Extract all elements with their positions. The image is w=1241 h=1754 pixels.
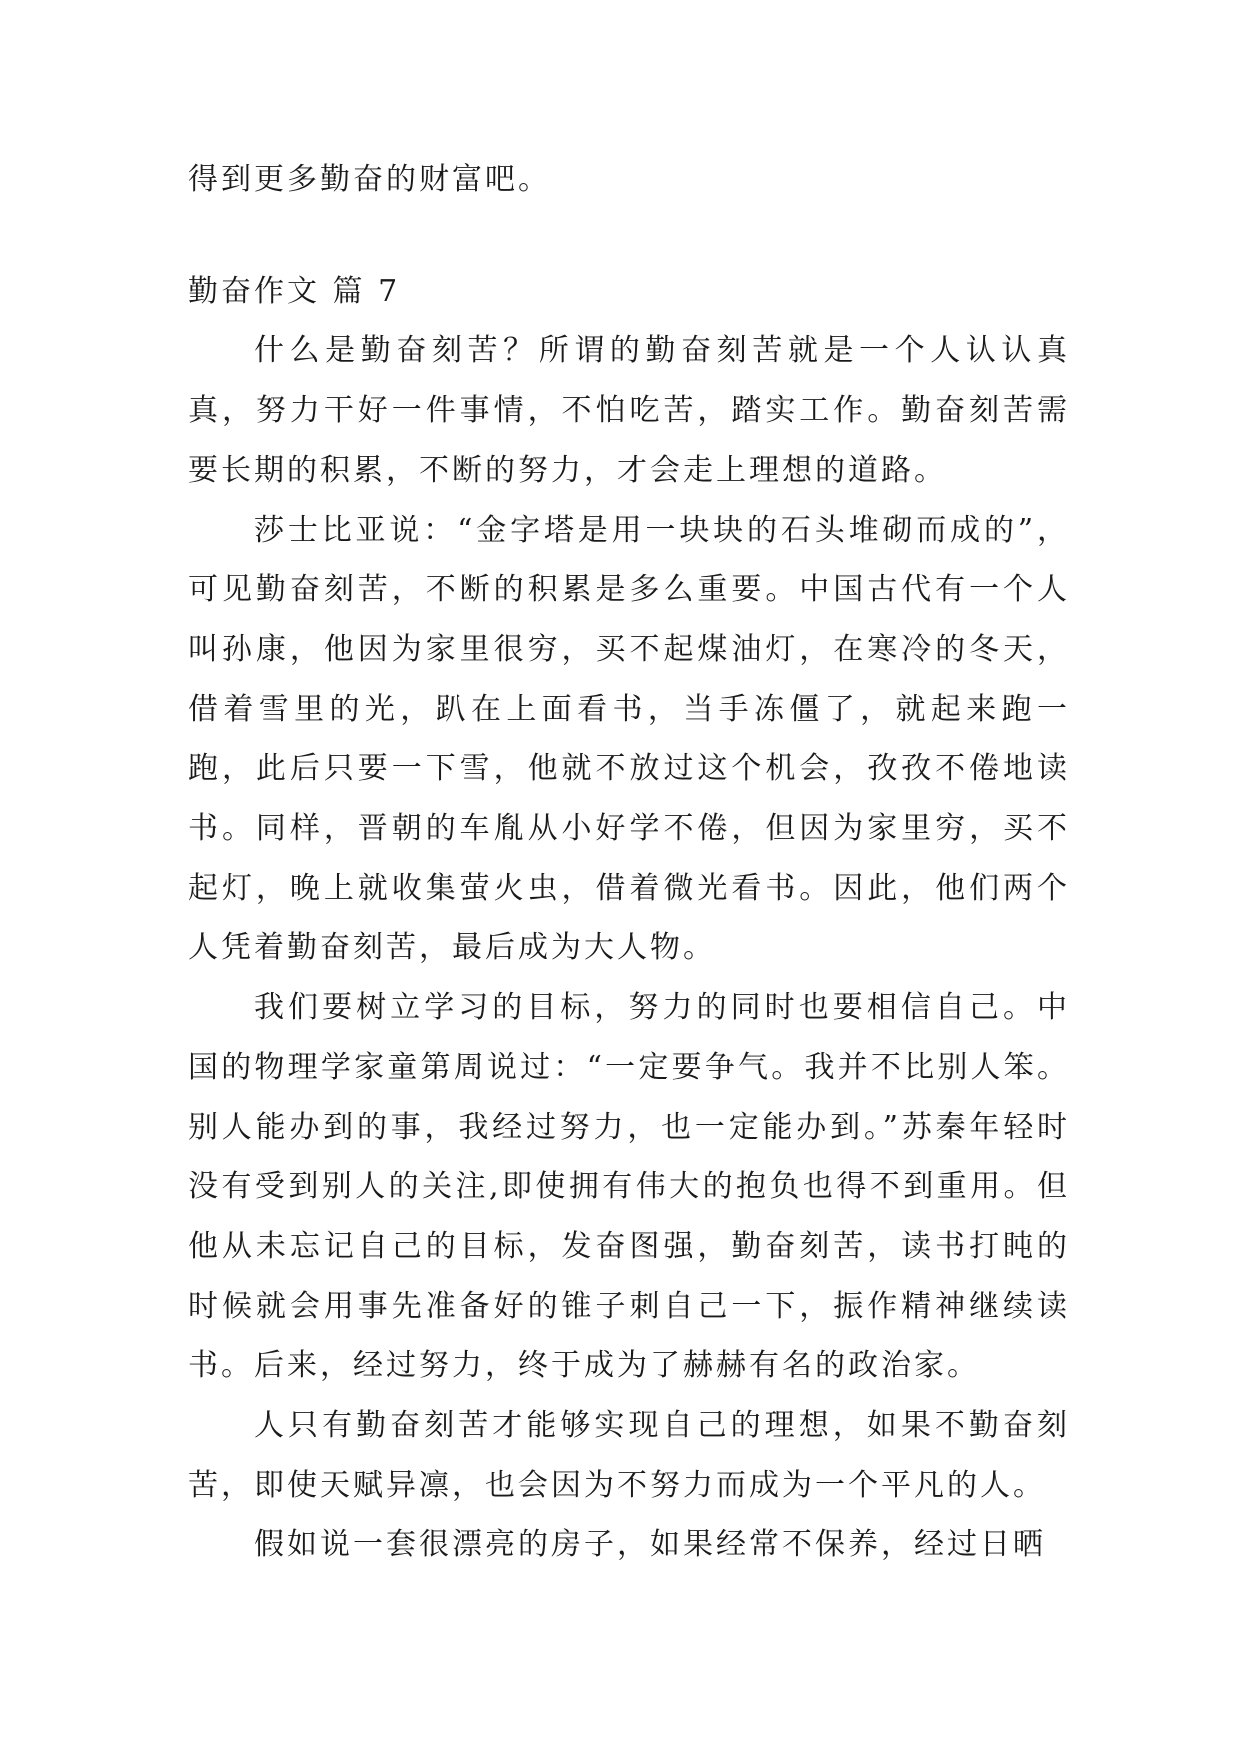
paragraph-1: 什么是勤奋刻苦？所谓的勤奋刻苦就是一个人认认真真，努力干好一件事情，不怕吃苦，踏实工作。勤奋刻苦需要长期的积累，不断的努力，才会走上理想的道路。 [188,333,1070,488]
section-heading: 勤奋作文 篇 7 [188,273,401,309]
document-body [188,150,1070,1575]
paragraph-5: 假如说一套很漂亮的房子，如果经常不保养，经过日晒 [254,1527,1046,1563]
continued-text-line: 得到更多勤奋的财富吧。 [188,162,551,197]
paragraph-3: 我们要树立学习的目标，努力的同时也要相信自己。中国的物理学家童第周说过：“一定要争气。我并不比别人笨。别人能办到的事，我经过努力，也一定能办到。”苏秦年轻时没有受到别人的关注,即使拥有伟大的抱负也得不到重用。但他从未忘记自己的目标，发奋图强，勤奋刻苦，读书打盹的时候就会用事先准备好的锥子刺自己一下，振作精神继续读书。后来，经过努力，终于成为了赫赫有名的政治家。 [188,990,1070,1384]
paragraph-4: 人只有勤奋刻苦才能够实现自己的理想，如果不勤奋刻苦，即使天赋异凛，也会因为不努力而成为一个平凡的人。 [188,1408,1070,1503]
paragraph-2: 莎士比亚说：“金字塔是用一块块的石头堆砌而成的”，可见勤奋刻苦，不断的积累是多么重要。中国古代有一个人叫孙康，他因为家里很穷，买不起煤油灯，在寒冷的冬天，借着雪里的光，趴在上面看书，当手冻僵了，就起来跑一跑，此后只要一下雪，他就不放过这个机会，孜孜不倦地读书。同样，晋朝的车胤从小好学不倦，但因为家里穷，买不起灯，晚上就收集萤火虫，借着微光看书。因此，他们两个人凭着勤奋刻苦，最后成为大人物。 [188,512,1070,966]
